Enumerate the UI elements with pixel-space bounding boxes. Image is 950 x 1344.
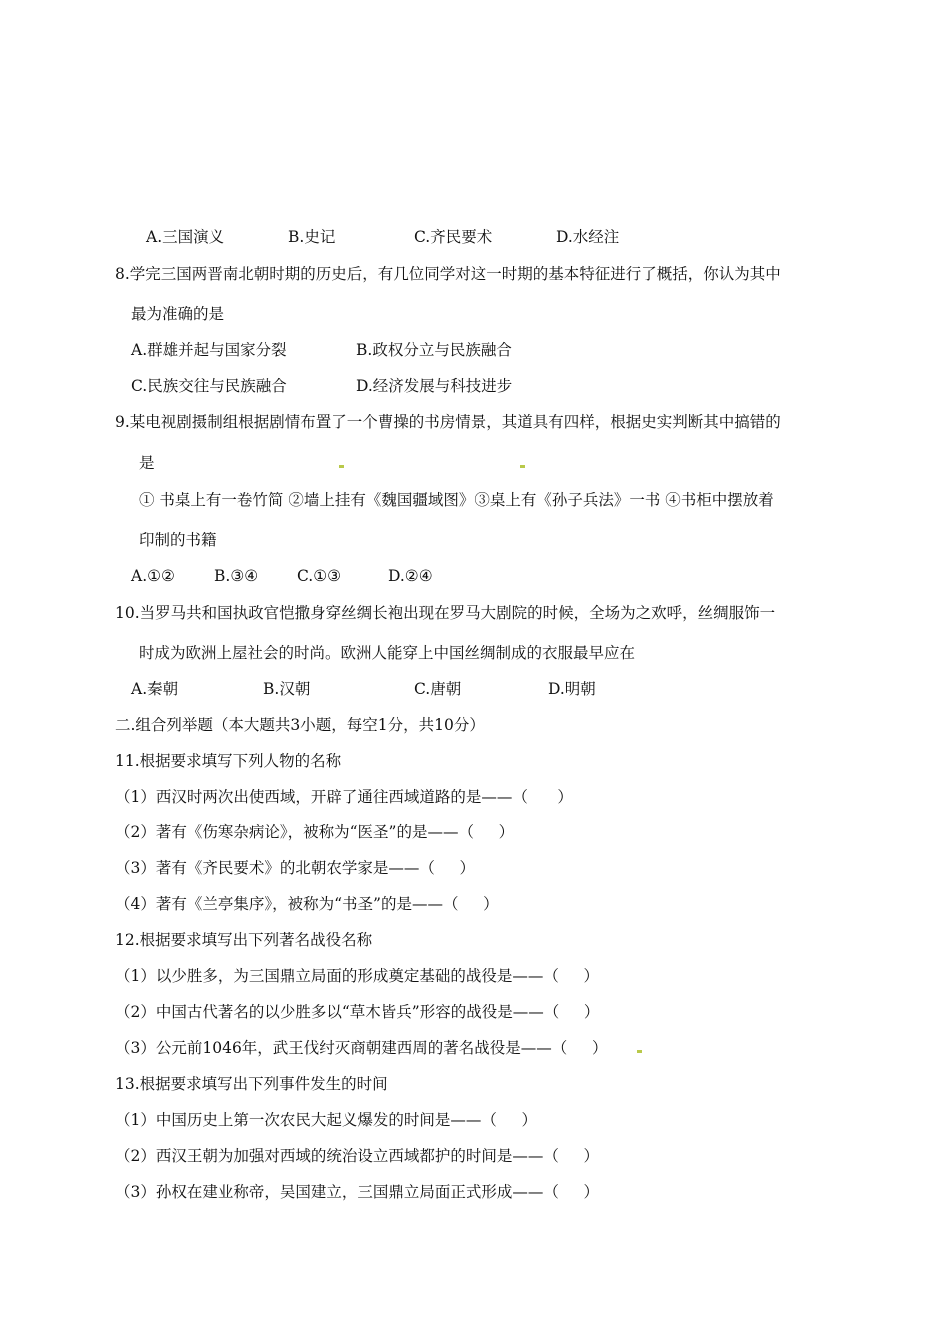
q8-stem-line1: 8.学完三国两晋南北朝时期的历史后，有几位同学对这一时期的基本特征进行了概括，你认为其中 xyxy=(115,265,781,283)
q11-title: 11.根据要求填写下列人物的名称 xyxy=(115,752,342,770)
q9-option-d: D.②④ xyxy=(388,567,433,585)
q11-item: （1）西汉时两次出使西域，开辟了通往西域道路的是——（ ） xyxy=(115,788,573,806)
q10-option-c: C.唐朝 xyxy=(414,680,462,698)
q12-item: （1）以少胜多，为三国鼎立局面的形成奠定基础的战役是——（ ） xyxy=(115,967,599,985)
q8-option-d: D.经济发展与科技进步 xyxy=(356,377,513,395)
q13-item: （3）孙权在建业称帝，吴国建立，三国鼎立局面正式形成——（ ） xyxy=(115,1183,599,1201)
q9-option-c: C.①③ xyxy=(297,567,342,585)
q8-option-a: A.群雄并起与国家分裂 xyxy=(131,341,287,359)
q10-option-b: B.汉朝 xyxy=(263,680,311,698)
q11-item: （2）著有《伤寒杂病论》，被称为“医圣”的是——（ ） xyxy=(115,823,515,841)
q7-option-c: C.齐民要术 xyxy=(414,228,493,246)
q9-stem-line2: 是 xyxy=(139,454,155,472)
q11-item: （3）著有《齐民要术》的北朝农学家是——（ ） xyxy=(115,859,475,877)
highlight-mark xyxy=(339,465,344,468)
q8-stem-line2: 最为准确的是 xyxy=(131,305,225,323)
q8-option-b: B.政权分立与民族融合 xyxy=(356,341,512,359)
q10-option-a: A.秦朝 xyxy=(131,680,179,698)
q11-item: （4）著有《兰亭集序》，被称为“书圣”的是——（ ） xyxy=(115,895,499,913)
section-heading: 二.组合列举题（本大题共3小题，每空1分，共10分） xyxy=(115,716,485,734)
q9-items-line1: ① 书桌上有一卷竹简 ②墙上挂有《魏国疆域图》③桌上有《孙子兵法》一书 ④书柜中摆放着 xyxy=(139,491,774,509)
q13-title: 13.根据要求填写出下列事件发生的时间 xyxy=(115,1075,388,1093)
q9-option-a: A.①② xyxy=(131,567,175,585)
q12-title: 12.根据要求填写出下列著名战役名称 xyxy=(115,931,373,949)
q12-item: （3）公元前1046年，武王伐纣灭商朝建西周的著名战役是——（ ） xyxy=(115,1039,608,1057)
highlight-mark xyxy=(637,1050,642,1053)
highlight-mark xyxy=(520,465,525,468)
q10-stem-line2: 时成为欧洲上屋社会的时尚。欧洲人能穿上中国丝绸制成的衣服最早应在 xyxy=(139,644,636,662)
q13-item: （1）中国历史上第一次农民大起义爆发的时间是——（ ） xyxy=(115,1111,537,1129)
q13-item: （2）西汉王朝为加强对西域的统治设立西域都护的时间是——（ ） xyxy=(115,1147,599,1165)
q7-option-d: D.水经注 xyxy=(556,228,620,246)
q9-option-b: B.③④ xyxy=(214,567,259,585)
q10-option-d: D.明朝 xyxy=(548,680,596,698)
q7-option-a: A.三国演义 xyxy=(146,228,225,246)
q9-items-line2: 印制的书籍 xyxy=(139,531,217,549)
q8-option-c: C.民族交往与民族融合 xyxy=(131,377,287,395)
q10-stem-line1: 10.当罗马共和国执政官恺撒身穿丝绸长袍出现在罗马大剧院的时候，全场为之欢呼，丝绸服饰一 xyxy=(115,604,776,622)
q9-stem-line1: 9.某电视剧摄制组根据剧情布置了一个曹操的书房情景，其道具有四样，根据史实判断其中搞错的 xyxy=(115,413,781,431)
q7-option-b: B.史记 xyxy=(288,228,336,246)
q12-item: （2）中国古代著名的以少胜多以“草木皆兵”形容的战役是——（ ） xyxy=(115,1003,600,1021)
